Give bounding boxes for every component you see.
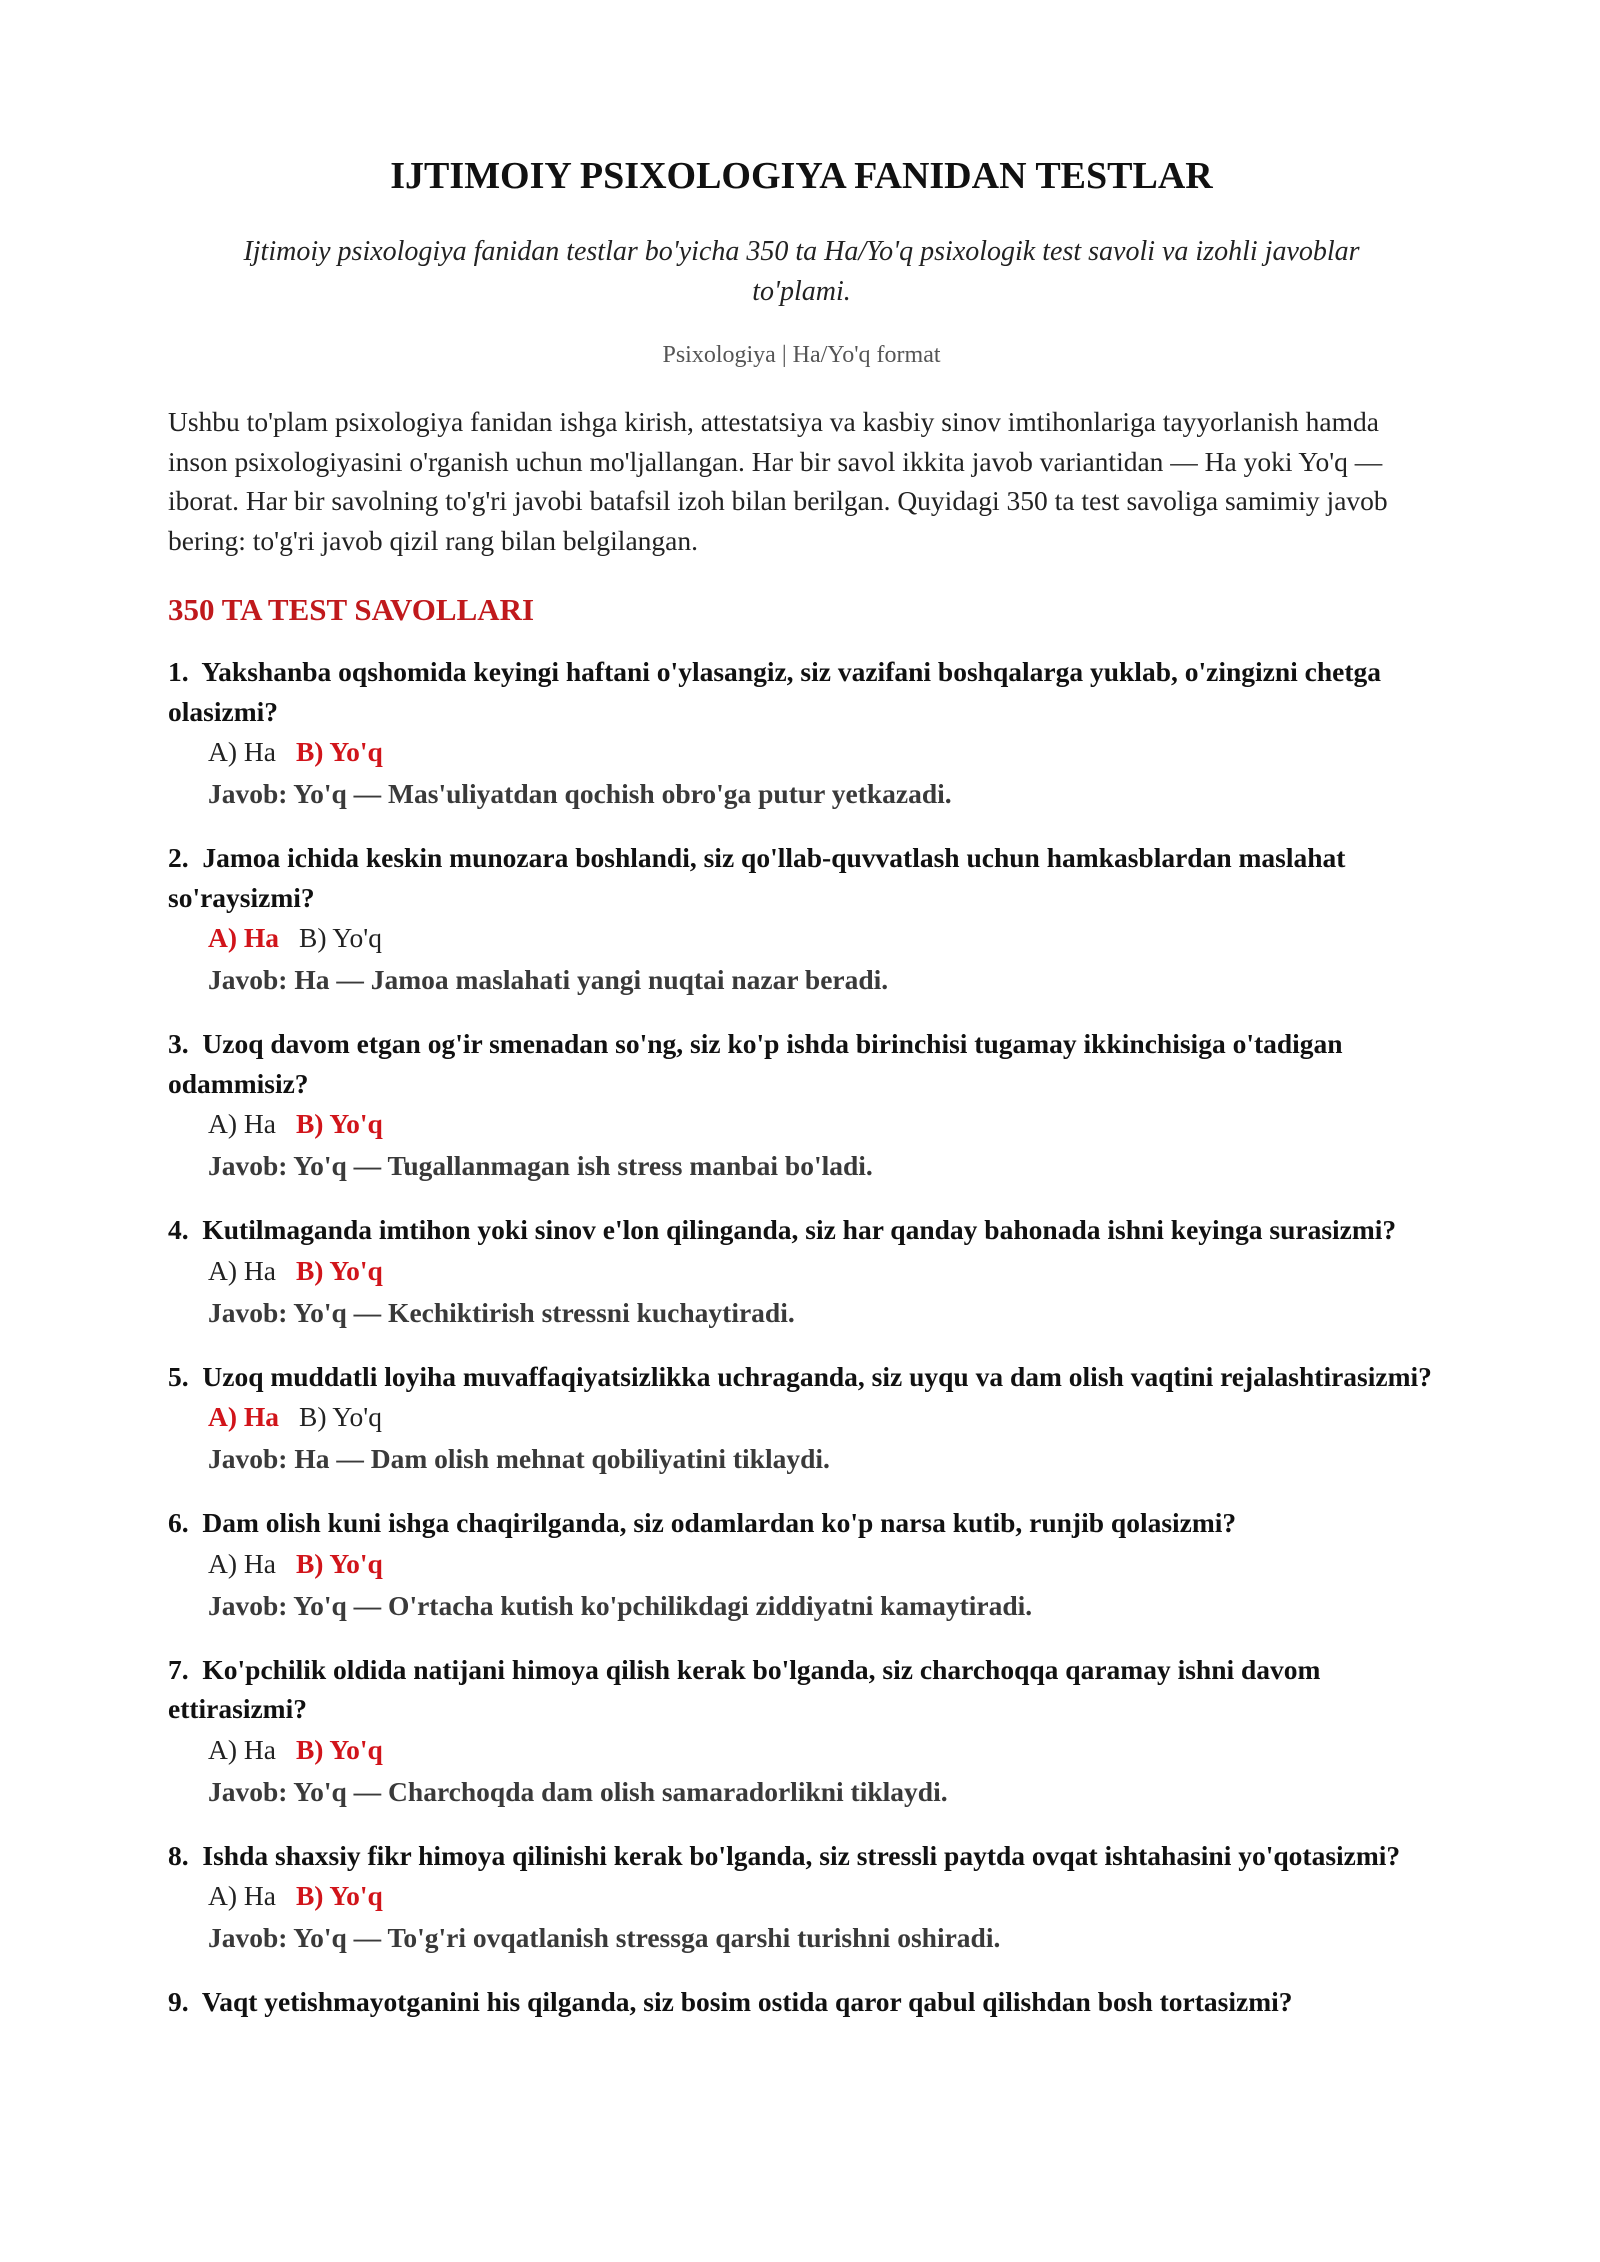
question-body: Dam olish kuni ishga chaqirilganda, siz odamlardan ko'p narsa kutib, runjib qolasizmi?	[202, 1507, 1237, 1538]
answer-options	[168, 731, 1435, 773]
question-text	[168, 652, 1435, 731]
question-text	[168, 1836, 1435, 1876]
question-item	[168, 652, 1435, 815]
document-title: IJTIMOIY PSIXOLOGIYA FANIDAN TESTLAR	[390, 155, 1213, 197]
question-list	[168, 652, 1435, 2022]
answer-explanation: Javob: Yo'q — Tugallanmagan ish stress manbai bo'ladi.	[208, 1150, 873, 1181]
question-number: 2.	[168, 842, 189, 873]
option-a: A) Ha	[208, 736, 276, 767]
option-a-correct: A) Ha	[208, 1401, 280, 1432]
question-body: Ko'pchilik oldida natijani himoya qilish kerak bo'lganda, siz charchoqqa qaramay ishni davom ettirasizmi?	[168, 1653, 1321, 1724]
question-text	[168, 1650, 1435, 1729]
option-a: A) Ha	[208, 1547, 276, 1579]
option-b-correct: B) Yo'q	[295, 1733, 383, 1765]
option-b-correct: B) Yo'q	[295, 1880, 383, 1911]
option-a: A) Ha	[208, 1254, 276, 1286]
question-number: 7.	[168, 1653, 189, 1685]
question-body: Vaqt yetishmayotganini his qilganda, siz bosim ostida qaror qabul qilishdan bosh tortasizmi?	[201, 1986, 1293, 2017]
question-body: Jamoa ichida keskin munozara boshlandi, siz qo'llab-quvvatlash uchun hamkasblardan maslahat so'raysizmi?	[168, 842, 1346, 913]
answer-explanation: Javob: Yo'q — O'rtacha kutish ko'pchilikdagi ziddiyatni kamaytiradi.	[208, 1589, 1033, 1621]
question-number: 4.	[168, 1214, 189, 1245]
option-b-correct: B) Yo'q	[295, 1547, 383, 1579]
option-b: B) Yo'q	[299, 922, 382, 953]
question-item	[168, 838, 1435, 1001]
question-text	[168, 1357, 1435, 1397]
question-item	[168, 1503, 1435, 1627]
question-number: 9.	[168, 1986, 189, 2017]
question-text	[168, 838, 1435, 917]
question-item	[168, 1836, 1435, 1960]
option-b-correct: B) Yo'q	[295, 736, 383, 767]
answer-explanation: Javob: Yo'q — Kechiktirish stressni kuchaytiradi.	[208, 1296, 795, 1328]
option-a: A) Ha	[208, 1733, 276, 1765]
answer-options	[168, 1103, 1435, 1145]
question-item	[168, 1210, 1435, 1334]
question-body: Kutilmaganda imtihon yoki sinov e'lon qilinganda, siz har qanday bahonada ishni keyinga surasizmi?	[202, 1214, 1397, 1245]
question-text	[168, 1024, 1435, 1103]
question-number: 8.	[168, 1839, 189, 1871]
answer-options	[168, 1396, 1435, 1438]
question-text	[168, 1982, 1435, 2022]
answer-explanation: Javob: Yo'q — Mas'uliyatdan qochish obro'ga putur yetkazadi.	[208, 778, 952, 809]
document-subtitle: Ijtimoiy psixologiya fanidan testlar bo'yicha 350 ta Ha/Yo'q psixologik test savoli va izohli javoblar to'plami.	[243, 236, 1360, 307]
question-body: Yakshanba oqshomida keyingi haftani o'ylasangiz, siz vazifani boshqalarga yuklab, o'zingizni chetga olasizmi?	[168, 656, 1382, 727]
answer-options	[168, 1543, 1435, 1585]
question-body: Uzoq davom etgan og'ir smenadan so'ng, siz ko'p ishda birinchisi tugamay ikkinchisiga o'tadigan odammisiz?	[168, 1028, 1343, 1099]
option-a: A) Ha	[208, 1880, 276, 1911]
question-text	[168, 1503, 1435, 1543]
answer-options	[168, 917, 1435, 959]
option-a: A) Ha	[208, 1108, 276, 1139]
answer-options	[168, 1729, 1435, 1771]
option-b-correct: B) Yo'q	[295, 1108, 383, 1139]
answer-explanation: Javob: Yo'q — To'g'ri ovqatlanish stressga qarshi turishni oshiradi.	[208, 1922, 1001, 1953]
answer-options	[168, 1250, 1435, 1292]
answer-explanation: Javob: Yo'q — Charchoqda dam olish samaradorlikni tiklaydi.	[208, 1775, 948, 1807]
option-b: B) Yo'q	[299, 1401, 382, 1432]
answer-explanation: Javob: Ha — Jamoa maslahati yangi nuqtai nazar beradi.	[208, 964, 889, 995]
question-number: 3.	[168, 1028, 189, 1059]
answer-options	[168, 1875, 1435, 1917]
question-item	[168, 1024, 1435, 1187]
question-item	[168, 1982, 1435, 2022]
intro-paragraph: Ushbu to'plam psixologiya fanidan ishga kirish, attestatsiya va kasbiy sinov imtihonlariga tayyorlanish hamda inson psixologiyasini o'rganish uchun mo'ljallangan. Har bir savol ikkita javob variantidan — Ha yoki Yo'q — iborat. Har bir savolning to'g'ri javobi batafsil izoh bilan berilgan. Quyidagi 350 ta test savoliga samimiy javob bering: to'g'ri javob qizil rang bilan belgilangan.	[168, 406, 1388, 556]
question-number: 6.	[168, 1507, 189, 1538]
question-body: Ishda shaxsiy fikr himoya qilinishi kerak bo'lganda, siz stressli paytda ovqat ishtahasini yo'qotasizmi?	[202, 1839, 1401, 1871]
option-b-correct: B) Yo'q	[295, 1254, 383, 1286]
option-a-correct: A) Ha	[208, 922, 280, 953]
question-number: 5.	[168, 1360, 189, 1392]
answer-explanation: Javob: Ha — Dam olish mehnat qobiliyatini tiklaydi.	[208, 1443, 830, 1474]
question-item	[168, 1357, 1435, 1481]
question-body: Uzoq muddatli loyiha muvaffaqiyatsizlikka uchraganda, siz uyqu va dam olish vaqtini rejalashtirasizmi?	[202, 1360, 1432, 1392]
question-number: 1.	[168, 656, 189, 687]
section-heading: 350 TA TEST SAVOLLARI	[168, 592, 535, 627]
document-meta: Psixologiya | Ha/Yo'q format	[662, 342, 941, 368]
question-text	[168, 1210, 1435, 1250]
question-item	[168, 1650, 1435, 1813]
